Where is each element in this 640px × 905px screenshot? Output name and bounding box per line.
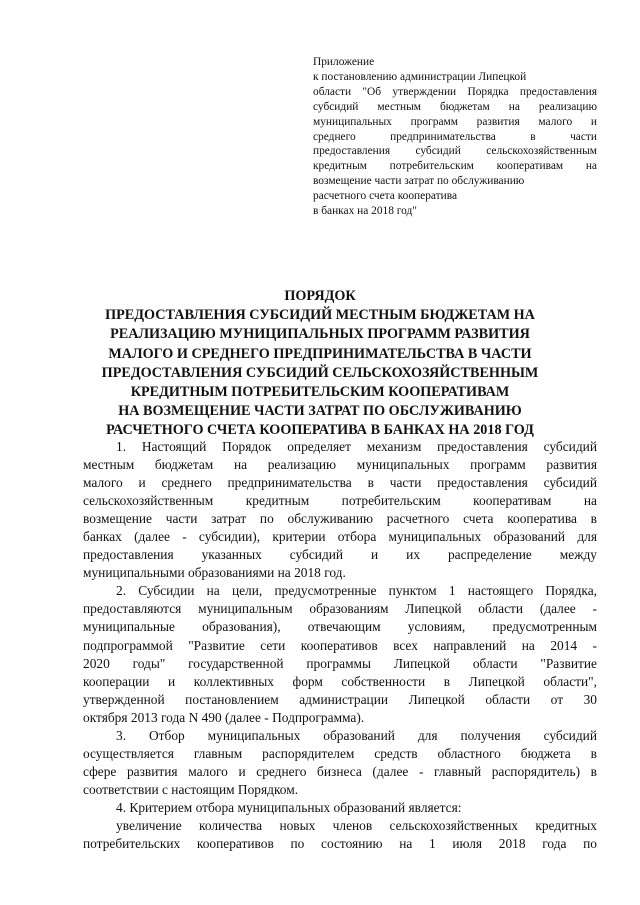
document-body <box>83 438 597 853</box>
annex-header <box>313 55 597 219</box>
annex-line: в банках на 2018 год" <box>313 205 417 218</box>
annex-line: среднего предпринимательства в части <box>313 130 597 143</box>
text-line: подпрограммой "Развитие сети кооперативов всех направлений на 2014 - <box>83 637 597 653</box>
annex-line: Приложение <box>313 56 375 68</box>
text-line: утвержденной постановлением администрации Липецкой области от 30 <box>83 691 597 707</box>
text-line: осуществляется главным распорядителем средств областного бюджета в <box>83 745 597 761</box>
annex-line: муниципальных программ развития малого и <box>313 115 597 128</box>
text-line: банках (далее - субсидии), критерии отбора муниципальных образований для <box>83 529 597 545</box>
title-line: ПОРЯДОК <box>284 288 356 304</box>
annex-line: к постановлению администрации Липецкой <box>313 70 527 83</box>
text-line: сфере развития малого и среднего бизнеса (далее - главный распорядитель) в <box>83 763 597 779</box>
annex-line: области "Об утверждении Порядка предоставления <box>313 85 597 98</box>
title-line: РАСЧЕТНОГО СЧЕТА КООПЕРАТИВА В БАНКАХ НА 2018 ГОД <box>106 422 534 439</box>
text-line: 2020 годы" государственной программы Липецкой области "Развитие <box>83 655 597 671</box>
text-line: октября 2013 года N 490 (далее - Подпрограмма). <box>83 709 365 725</box>
title-line: ПРЕДОСТАВЛЕНИЯ СУБСИДИЙ МЕСТНЫМ БЮДЖЕТАМ НА <box>105 307 535 324</box>
annex-line: кредитным потребительским кооперативам на <box>313 160 597 173</box>
paragraph-1 <box>83 438 597 582</box>
title-line: КРЕДИТНЫМ ПОТРЕБИТЕЛЬСКИМ КООПЕРАТИВАМ <box>130 384 510 401</box>
paragraph-4 <box>83 799 597 817</box>
annex-line: возмещение части затрат по обслуживанию <box>313 175 525 188</box>
text-line: 4. Критерием отбора муниципальных образований является: <box>116 799 462 815</box>
title-line: НА ВОЗМЕЩЕНИЕ ЧАСТИ ЗАТРАТ ПО ОБСЛУЖИВАНИЮ <box>118 403 522 420</box>
paragraph-3 <box>83 727 597 799</box>
text-line: сельскохозяйственным кредитным потребительским кооперативам на <box>83 493 597 509</box>
annex-line: расчетного счета кооператива <box>313 190 458 203</box>
text-line: предоставляются муниципальным образованиям Липецкой области (далее - <box>83 601 597 617</box>
title-line: ПРЕДОСТАВЛЕНИЯ СУБСИДИЙ СЕЛЬСКОХОЗЯЙСТВЕННЫМ <box>101 364 539 381</box>
text-line: соответствии с настоящим Порядком. <box>83 781 299 797</box>
text-line: потребительских кооперативов по состоянию на 1 июля 2018 года по <box>83 836 597 852</box>
text-line: 3. Отбор муниципальных образований для получения субсидий <box>116 727 597 743</box>
paragraph-5 <box>83 817 597 853</box>
text-line: 2. Субсидии на цели, предусмотренные пунктом 1 настоящего Порядка, <box>116 583 597 599</box>
text-line: муниципальные образования), отвечающим условиям, предусмотренным <box>83 619 597 635</box>
paragraph-2 <box>83 582 597 726</box>
text-line: возмещение части затрат по обслуживанию расчетного счета кооператива в <box>83 511 597 527</box>
text-line: предоставления указанных субсидий и их распределение между <box>83 547 597 563</box>
title-line: МАЛОГО И СРЕДНЕГО ПРЕДПРИНИМАТЕЛЬСТВА В ЧАСТИ <box>108 345 532 362</box>
text-line: муниципальными образованиями на 2018 год. <box>83 565 346 581</box>
text-line: 1. Настоящий Порядок определяет механизм предоставления субсидий <box>116 439 597 454</box>
text-line: местным бюджетам на реализацию муниципальных программ развития <box>83 457 597 473</box>
annex-line: предоставления субсидий сельскохозяйственным <box>313 145 597 158</box>
annex-line: субсидий местным бюджетам на реализацию <box>313 100 597 113</box>
document-title <box>60 287 580 441</box>
text-line: кооперации и коллективных форм собственности в Липецкой области", <box>83 673 597 689</box>
text-line: увеличение количества новых членов сельскохозяйственных кредитных <box>116 817 597 833</box>
title-line: РЕАЛИЗАЦИЮ МУНИЦИПАЛЬНЫХ ПРОГРАММ РАЗВИТИЯ <box>110 326 530 343</box>
text-line: малого и среднего предпринимательства в части предоставления субсидий <box>83 475 597 491</box>
